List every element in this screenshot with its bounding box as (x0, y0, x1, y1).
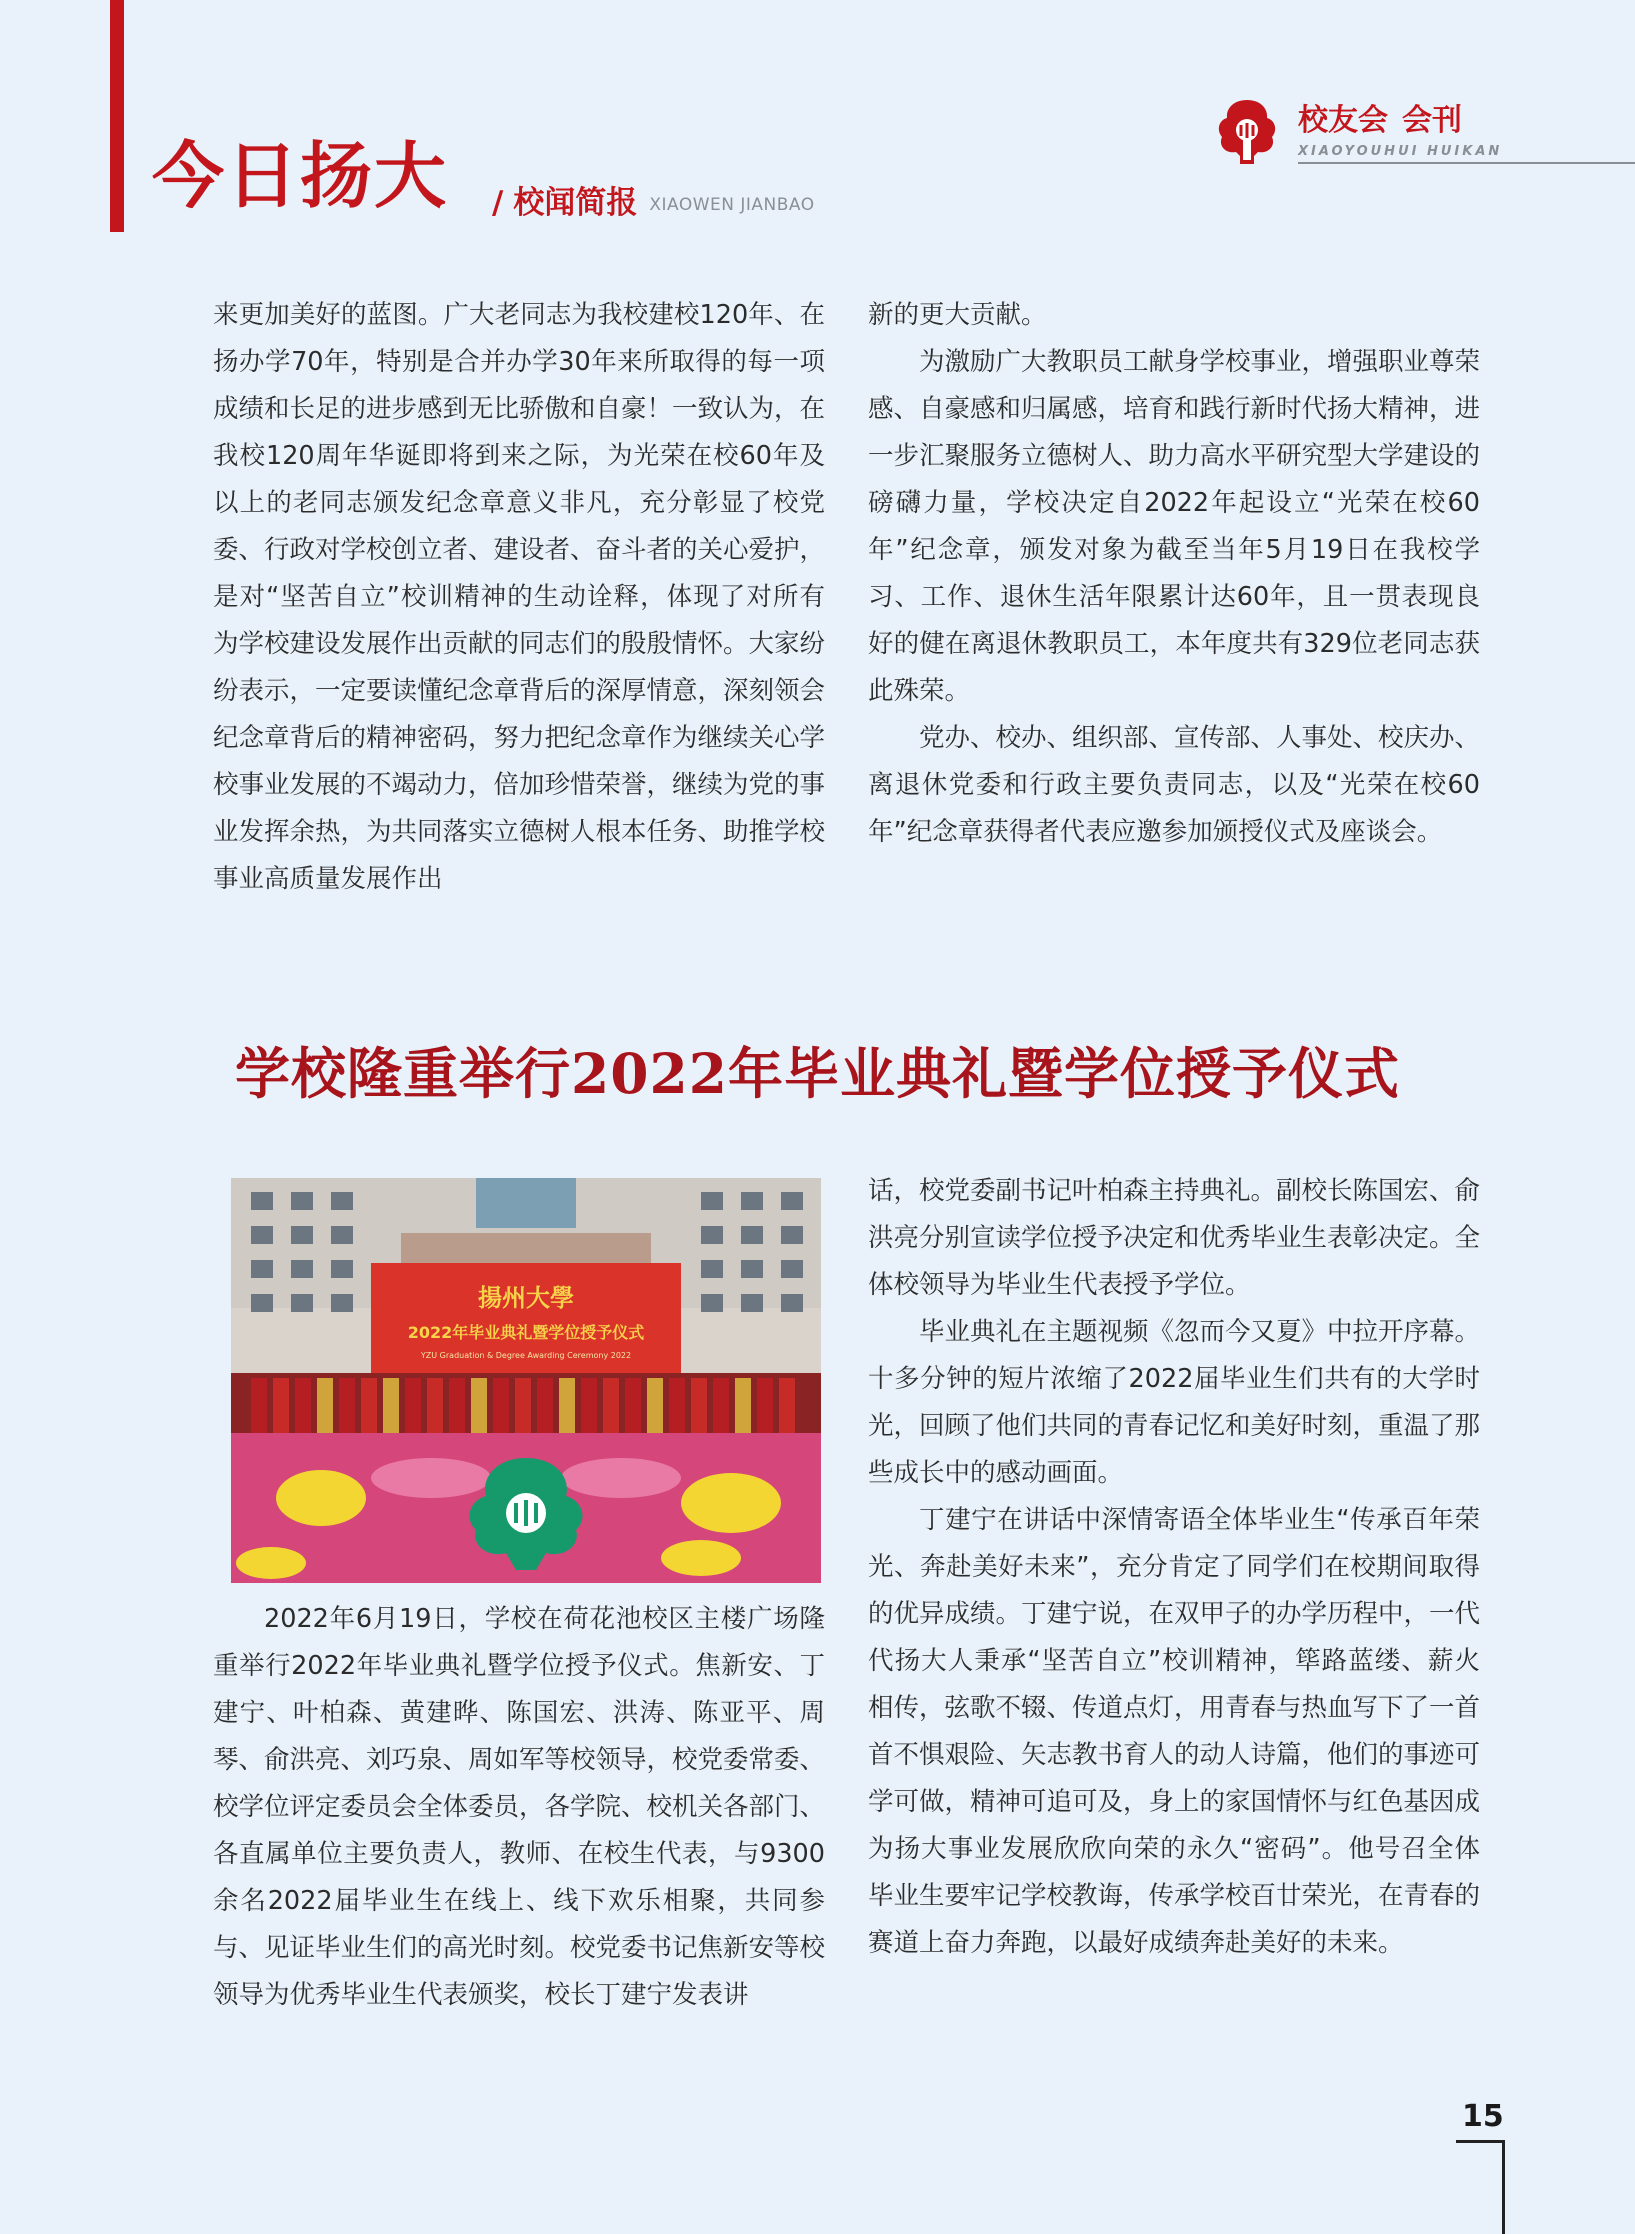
article1-right-paragraph: 新的更大贡献。 (868, 300, 1047, 330)
article2-right-paragraph: 丁建宁在讲话中深情寄语全体毕业生“传承百年荣光、奔赴美好未来”，充分肯定了同学们在校期间取得的优异成绩。丁建宁说，在双甲子的办学历程中，一代代扬大人秉承“坚苦自立”校训精神，筚路蓝缕、薪火相传，弦歌不辍、传道点灯，用青春与热血写下了一首首不惧艰险、矢志教书育人的动人诗篇，他们的事迹可学可做，精神可追可及，身上的家国情怀与红色基因成为扬大事业发展欣欣向荣的永久“密码”。他号召全体毕业生要牢记学校教诲，传承学校百廿荣光，在青春的赛道上奋力奔跑，以最好成绩奔赴美好的未来。 (868, 1505, 1481, 1958)
article2-right-paragraph: 话，校党委副书记叶柏森主持典礼。副校长陈国宏、俞洪亮分别宣读学位授予决定和优秀毕业生表彰决定。全体校领导为毕业生代表授予学位。 (868, 1176, 1481, 1300)
page-number: 15 (1462, 2099, 1504, 2134)
masthead-rule (1298, 162, 1635, 164)
ceremony-photo (231, 1178, 821, 1583)
alumni-logo-icon (1214, 96, 1280, 166)
article2-right-paragraph: 毕业典礼在主题视频《忽而今又夏》中拉开序幕。十多分钟的短片浓缩了2022届毕业生们共有的大学时光，回顾了他们共同的青春记忆和美好时刻，重温了那些成长中的感动画面。 (868, 1317, 1481, 1488)
header-accent-bar (110, 0, 124, 232)
masthead-title-b: 会刊 (1402, 103, 1462, 138)
article1-left-paragraph: 来更加美好的蓝图。广大老同志为我校建校120年、在扬办学70年，特别是合并办学30年来所取得的每一项成绩和长足的进步感到无比骄傲和自豪！一致认为，在我校120周年华诞即将到来之际，为光荣在校60年及以上的老同志颁发纪念章意义非凡，充分彰显了校党委、行政对学校创立者、建设者、奋斗者的关心爱护，是对“坚苦自立”校训精神的生动诠释，体现了对所有为学校建设发展作出贡献的同志们的殷殷情怀。大家纷纷表示，一定要读懂纪念章背后的深厚情意，深刻领会纪念章背后的精神密码，努力把纪念章作为继续关心学校事业发展的不竭动力，倍加珍惜荣誉，继续为党的事业发挥余热，为共同落实立德树人根本任务、助推学校事业高质量发展作出 (213, 300, 826, 894)
article2-right-column (868, 1168, 1480, 1967)
section-slash: / (492, 185, 504, 221)
article1-left-column (213, 292, 825, 903)
article2-headline: 学校隆重举行2022年毕业典礼暨学位授予仪式 (234, 1041, 1401, 1106)
section-title: 校闻简报 (513, 185, 638, 221)
masthead (1214, 96, 1635, 168)
masthead-title-a: 校友会 (1298, 103, 1388, 138)
masthead-title (1298, 103, 1462, 138)
graduates-row (251, 1378, 795, 1433)
page-number-rule-vertical (1502, 2140, 1505, 2234)
article1-right-column (868, 292, 1480, 856)
page-number-rule (1456, 2140, 1504, 2143)
brand-title: 今日扬大 (152, 134, 449, 218)
banner-english: YZU Graduation & Degree Awarding Ceremony 2022 (420, 1351, 632, 1360)
article1-right-paragraph: 为激励广大教职员工献身学校事业，增强职业尊荣感、自豪感和归属感，培育和践行新时代扬大精神，进一步汇聚服务立德树人、助力高水平研究型大学建设的磅礴力量，学校决定自2022年起设立“光荣在校60年”纪念章，颁发对象为截至当年5月19日在我校学习、工作、退休生活年限累计达60年，且一贯表现良好的健在离退休教职员工，本年度共有329位老同志获此殊荣。 (868, 347, 1481, 706)
banner-subtitle: 2022年毕业典礼暨学位授予仪式 (407, 1323, 645, 1342)
banner-title: 揚州大學 (478, 1283, 574, 1312)
ceremony-photo-image (231, 1178, 821, 1583)
masthead-pinyin: XIAOYOUHUI HUIKAN (1298, 144, 1503, 159)
section-pinyin: XIAOWEN JIANBAO (649, 195, 815, 215)
article2-left-paragraph: 2022年6月19日，学校在荷花池校区主楼广场隆重举行2022年毕业典礼暨学位授予仪式。焦新安、丁建宁、叶柏森、黄建晔、陈国宏、洪涛、陈亚平、周琴、俞洪亮、刘巧泉、周如军等校领导，校党委常委、校学位评定委员会全体委员，各学院、校机关各部门、各直属单位主要负责人，教师、在校生代表，与9300余名2022届毕业生在线上、线下欢乐相聚，共同参与、见证毕业生们的高光时刻。校党委书记焦新安等校领导为优秀毕业生代表颁奖，校长丁建宁发表讲 (213, 1604, 826, 2010)
article2-left-column (213, 1596, 825, 2019)
section-label (492, 185, 815, 221)
article1-right-paragraph: 党办、校办、组织部、宣传部、人事处、校庆办、离退休党委和行政主要负责同志，以及“光荣在校60年”纪念章获得者代表应邀参加颁授仪式及座谈会。 (868, 723, 1481, 847)
